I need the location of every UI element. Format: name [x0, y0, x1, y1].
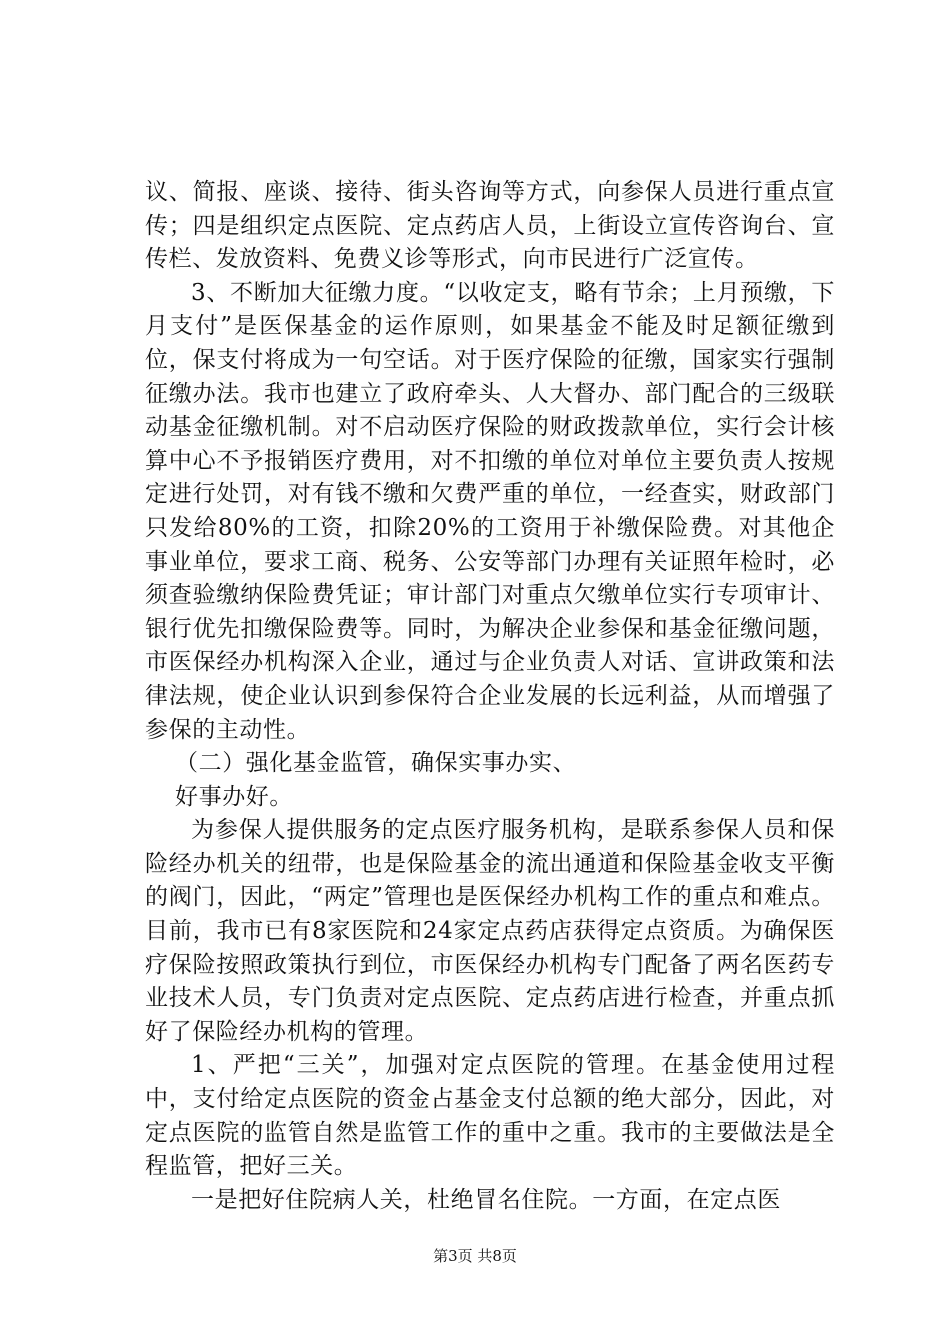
page-number: 第3页 共8页 — [433, 1247, 517, 1265]
section-heading: （二）强化基金监管，确保实事办实、 — [175, 750, 577, 777]
paragraph-collection-effort: 3、不断加大征缴力度。“以收定支，略有节余；上月预缴，下月支付”是医保基金的运作原则，如果基金不能及时足额征缴到位，保支付将成为一句空话。对于医疗保险的征缴，国家实行强制征缴办法。我市也建立了政府牵头、人大督办、部门配合的三级联动基金征缴机制。对不启动医疗保险的财政拨款单位，实行会计核算中心不予报销医疗费用，对不扣缴的单位对单位主要负责人按规定进行处罚，对有钱不缴和欠费严重的单位，一经查实，财政部门只发给80%的工资，扣除20%的工资用于补缴保险费。对其他企事业单位，要求工商、税务、公安等部门办理有关证照年检时，必须查验缴纳保险费凭证；审计部门对重点欠缴单位实行专项审计、银行优先扣缴保险费等。同时，为解决企业参保和基金征缴问题，市医保经办机构深入企业，通过与企业负责人对话、宣讲政策和法律法规，使企业认识到参保符合企业发展的长远利益，从而增强了参保的主动性。 — [145, 279, 835, 743]
paragraph-three-checks: 1、严把“三关”，加强对定点医院的管理。在基金使用过程中，支付给定点医院的资金占基金支付总额的绝大部分，因此，对定点医院的监管自然是监管工作的重中之重。我市的主要做法是全程监管，把好三关。 — [145, 1052, 835, 1180]
paragraph-designated-institutions: 为参保人提供服务的定点医疗服务机构，是联系参保人员和保险经办机关的纽带，也是保险基金的流出通道和保险基金收支平衡的阀门，因此，“两定”管理也是医保经办机构工作的重点和难点。目前，我市已有8家医院和24家定点药店获得定点资质。为确保医疗保险按照政策执行到位，市医保经办机构专门配备了两名医药专业技术人员，专门负责对定点医院、定点药店进行检查，并重点抓好了保险经办机构的管理。 — [145, 817, 835, 1045]
section-heading-continued: 好事办好。 — [175, 783, 293, 810]
paragraph-continued: 议、简报、座谈、接待、街头咨询等方式，向参保人员进行重点宣传；四是组织定点医院、定点药店人员，上街设立宣传咨询台、宣传栏、发放资料、免费义诊等形式，向市民进行广泛宣传。 — [145, 179, 835, 273]
document-body — [145, 176, 835, 1217]
page-footer — [0, 1246, 950, 1266]
paragraph-inpatient-check: 一是把好住院病人关，杜绝冒名住院。一方面，在定点医 — [191, 1186, 781, 1213]
